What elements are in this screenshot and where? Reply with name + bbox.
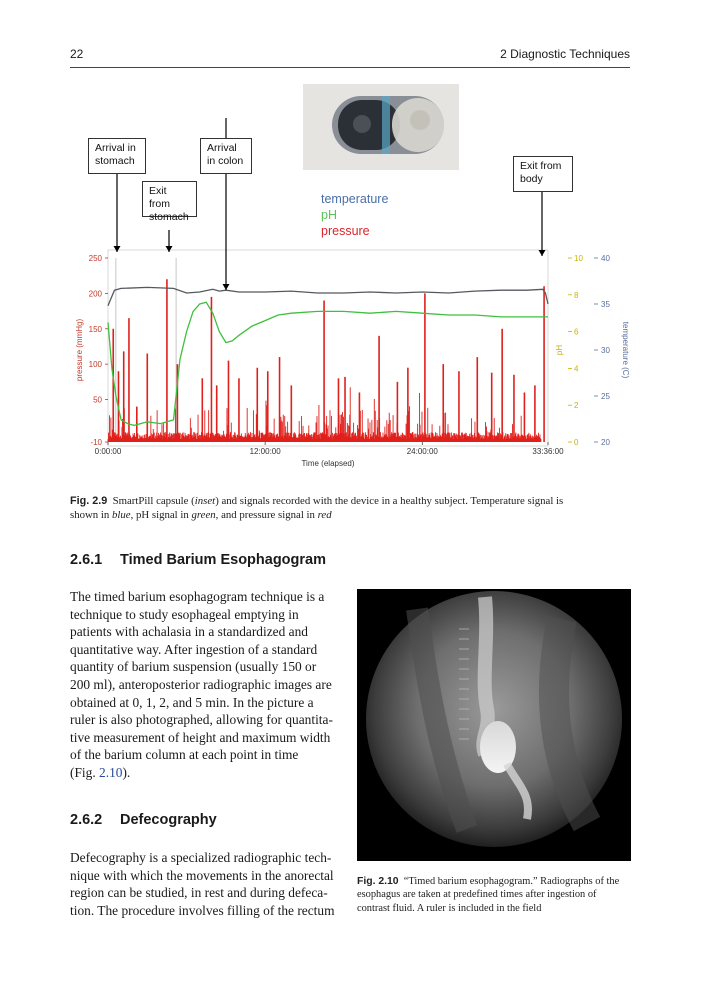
x-axis-tick-label: 12:00:00 <box>249 447 281 456</box>
figure-2-10-radiograph <box>357 589 631 861</box>
left-axis-label: pressure (mmHg) <box>75 318 84 382</box>
ph-axis-tick-label: 0 <box>574 438 579 447</box>
callout-arrival-colon: Arrival in colon <box>200 138 252 174</box>
section-2-6-1-paragraph: The timed barium esophagogram technique is a technique to study esophageal emptying in patients with achalasia in a standardized and quantitative way. After ingestion of a standard quantity of barium suspension (usually 150 or 200 ml), anteroposterior radiographic images are obtained at 0, 1, 2, and 5 min. In the picture a ruler is also photographed, allowing for quantita- tive measurement of height and maximum width of the barium column at each point in time (Fig. 2.10). <box>70 589 333 780</box>
temperature-axis-tick-label: 25 <box>601 392 610 401</box>
legend-ph: pH <box>321 208 337 222</box>
temperature-axis-tick-label: 20 <box>601 438 610 447</box>
x-axis-tick-label: 0:00:00 <box>94 447 122 456</box>
legend-temperature: temperature <box>321 192 389 206</box>
figure-2-9 <box>70 80 631 480</box>
smartpill-chart <box>70 80 631 480</box>
left-axis-tick-label: -10 <box>90 438 102 447</box>
section-heading-2-6-1: 2.6.1 Timed Barium Esophagogram <box>70 552 326 568</box>
x-axis-tick-label: 24:00:00 <box>406 447 438 456</box>
callout-arrival-stomach: Arrival in stomach <box>88 138 146 174</box>
x-axis-tick-label: 33:36:00 <box>532 447 564 456</box>
section-heading-2-6-2: 2.6.2 Defecography <box>70 812 217 828</box>
left-axis-tick-label: 200 <box>88 289 102 299</box>
ph-axis-tick-label: 2 <box>574 401 579 411</box>
temperature-axis-tick-label: 30 <box>601 346 610 355</box>
running-head: 2 Diagnostic Techniques <box>500 47 630 61</box>
ph-axis-label: pH <box>555 344 564 356</box>
left-axis-tick-label: 100 <box>88 360 102 370</box>
temperature-axis-tick-label: 35 <box>601 300 610 309</box>
ph-axis-tick-label: 6 <box>574 327 579 337</box>
temperature-axis-tick-label: 40 <box>601 254 610 263</box>
esophagogram-image <box>357 589 631 861</box>
left-axis-tick-label: 50 <box>93 395 102 405</box>
section-2-6-2-paragraph: Defecography is a specialized radiographic tech- nique with which the movements in the anorectal region can be studied, in rest and during defeca- tion. The procedure involves filling of the rectum <box>70 850 335 918</box>
header-rule <box>70 67 630 68</box>
left-axis-tick-label: 150 <box>88 324 102 334</box>
x-axis-label: Time (elapsed) <box>301 459 355 468</box>
left-axis-tick-label: 250 <box>88 254 102 263</box>
capsule-inset-photo <box>303 84 459 170</box>
temperature-axis-label: temperature (C) <box>621 321 630 379</box>
figure-2-10-link[interactable]: 2.10 <box>99 764 123 780</box>
ph-axis-tick-label: 8 <box>574 290 579 300</box>
page-number: 22 <box>70 47 84 61</box>
callout-exit-body: Exit from body <box>513 156 573 192</box>
callout-exit-stomach: Exit from stomach <box>142 181 197 217</box>
figure-2-9-caption: Fig. 2.9 SmartPill capsule (inset) and signals recorded with the device in a healthy subject. Temperature signal is shown in blue, pH signal in green, and pressure signal in red <box>70 495 564 521</box>
figure-2-10-caption: Fig. 2.10 “Timed barium esophagogram.” Radiographs of the esophagus are taken at predefined times after ingestion of contrast fluid. A ruler is included in the field <box>357 876 620 914</box>
ph-axis-tick-label: 10 <box>574 254 583 263</box>
ph-axis-tick-label: 4 <box>574 364 579 374</box>
legend-pressure: pressure <box>321 224 370 238</box>
